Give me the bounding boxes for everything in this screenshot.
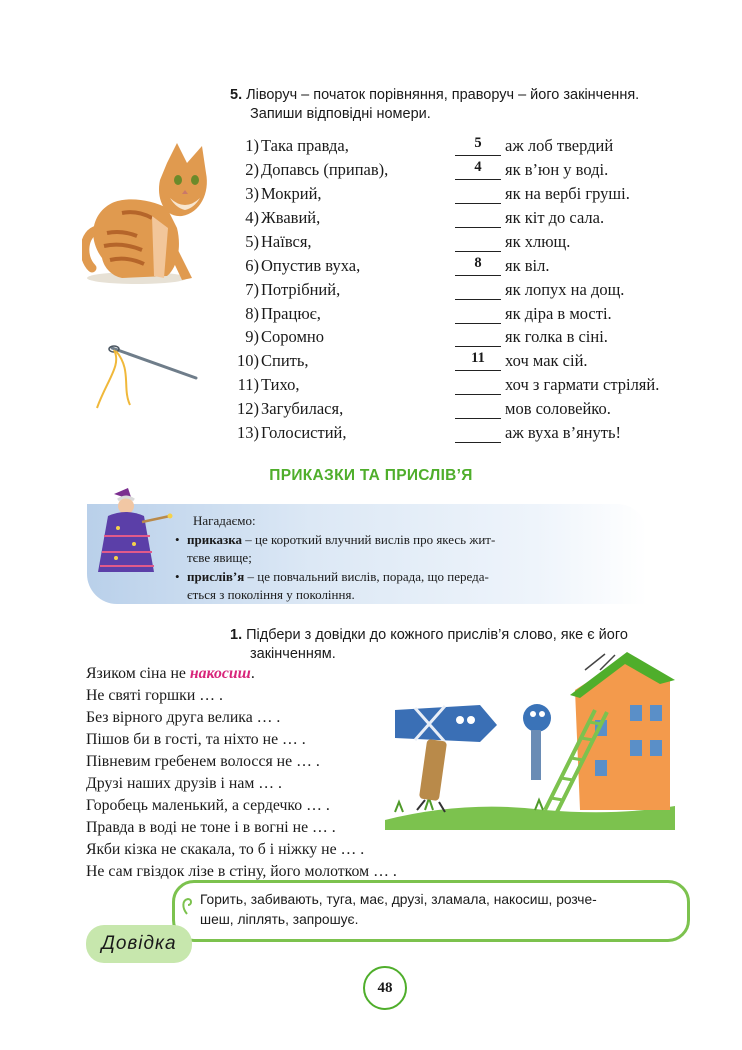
hammer-nail-house-illustration [385, 650, 675, 830]
comparison-start: Мокрий, [261, 184, 322, 203]
matching-row [237, 278, 677, 301]
matching-row [237, 230, 677, 253]
hint-text [200, 890, 670, 930]
answer-blank[interactable] [455, 206, 501, 228]
comparison-start: Потрібний, [261, 280, 341, 299]
swirl-icon [180, 896, 194, 916]
comparison-end: як кіт до сала. [505, 208, 605, 227]
bullet: • [175, 568, 180, 584]
task5-text-line1: Ліворуч – початок порівняння, праворуч – його закінчення. [246, 87, 640, 103]
bullet: • [175, 531, 180, 547]
proverb-text: Язиком сіна не [86, 665, 190, 682]
row-number: 6) [245, 256, 259, 275]
answer-blank[interactable]: 5 [455, 134, 501, 156]
answer-blank[interactable] [455, 182, 501, 204]
comparison-end: аж лоб твердий [505, 136, 614, 155]
page-number: 48 [363, 966, 407, 1010]
row-number: 4) [245, 208, 259, 227]
proverb-6: Друзі наших друзів і нам … . [86, 775, 282, 792]
comparison-end: як на вербі груші. [505, 184, 630, 203]
hint-label: Довідка [86, 925, 192, 963]
task5-number: 5. [230, 87, 243, 103]
proverb-8: Правда в воді не тоне і в вогні не … . [86, 819, 336, 836]
proverb-9: Якби кізка не скакала, то б і ніжку не … . [86, 841, 365, 858]
matching-row [237, 373, 677, 396]
matching-row [237, 206, 677, 229]
matching-row [237, 182, 677, 205]
proverb-end: . [250, 665, 255, 682]
row-number: 11) [237, 375, 259, 394]
comparison-start: Наївся, [261, 232, 312, 251]
reminder-text [175, 512, 585, 605]
comparison-end: як в’юн у воді. [505, 160, 609, 179]
proverb-10: Не сам гвіздок лізе в стіну, його молотком … . [86, 863, 397, 880]
row-number: 12) [237, 399, 259, 418]
answer-blank[interactable] [455, 373, 501, 395]
def1-line2: тєве явище; [187, 550, 252, 566]
def2-line2: ється з покоління у покоління. [187, 587, 355, 603]
comparison-end: як діра в мості. [505, 304, 612, 323]
proverb-1 [86, 663, 255, 685]
row-number: 3) [245, 184, 259, 203]
comparison-start: Тихо, [261, 375, 300, 394]
reminder-item-2 [175, 568, 585, 605]
reminder-item-1 [175, 531, 585, 568]
comparison-end: аж вуха в’януть! [505, 423, 621, 442]
proverb-5: Півневим гребенем волосся не … . [86, 753, 320, 770]
comparison-end: хоч з гармати стріляй. [505, 375, 660, 394]
task1-text-line2: закінченням. [250, 646, 336, 662]
term-pryslivia: прислів’я [187, 568, 245, 584]
row-number: 10) [237, 351, 259, 370]
answer-blank[interactable] [455, 230, 501, 252]
matching-row [237, 421, 677, 444]
comparison-end: як голка в сіні. [505, 327, 608, 346]
row-number: 7) [245, 280, 259, 299]
matching-row [237, 134, 677, 157]
comparison-start: Голосистий, [261, 423, 347, 442]
row-number: 1) [245, 136, 259, 155]
needle-thread-illustration [92, 340, 202, 410]
row-number: 8) [245, 304, 259, 323]
def1-line1: – це короткий влучний вислів про якесь жит- [242, 531, 496, 547]
cat-illustration [82, 138, 217, 288]
proverb-3: Без вірного друга велика … . [86, 709, 281, 726]
proverb-7: Горобець маленький, а сердечко … . [86, 797, 330, 814]
comparison-start: Соромно [261, 327, 324, 346]
comparison-start: Така правда, [261, 136, 349, 155]
hint-line1: Горить, забивають, туга, має, друзі, зламала, накосиш, розче- [200, 892, 597, 907]
answer-blank[interactable] [455, 397, 501, 419]
proverb-4: Пішов би в гості, та ніхто не … . [86, 731, 306, 748]
comparison-end: мов соловейко. [505, 399, 611, 418]
answer-blank[interactable]: 11 [455, 349, 501, 371]
matching-row [237, 397, 677, 420]
answer-blank[interactable] [455, 302, 501, 324]
proverb-2: Не святі горшки … . [86, 687, 223, 704]
hint-line2: шеш, ліплять, запрошує. [200, 912, 359, 927]
matching-row [237, 254, 677, 277]
matching-row [237, 158, 677, 181]
comparison-start: Опустив вуха, [261, 256, 361, 275]
row-number: 13) [237, 423, 259, 442]
answer-blank[interactable] [455, 278, 501, 300]
task5-instruction [230, 86, 700, 124]
def2-line1: – це повчальний вислів, порада, що переда- [244, 568, 489, 584]
reminder-heading: Нагадаємо: [193, 513, 256, 528]
comparison-end: як хлющ. [505, 232, 571, 251]
comparison-end: як лопух на дощ. [505, 280, 625, 299]
comparison-start: Спить, [261, 351, 309, 370]
answer-blank[interactable]: 8 [455, 254, 501, 276]
task5-text-line2: Запиши відповідні номери. [250, 106, 431, 122]
comparison-start: Загубилася, [261, 399, 344, 418]
comparison-start: Допавсь (припав), [261, 160, 389, 179]
comparison-end: як віл. [505, 256, 550, 275]
matching-row [237, 302, 677, 325]
task1-text-line1: Підбери з довідки до кожного прислів’я слово, яке є його [246, 627, 628, 643]
matching-row [237, 325, 677, 348]
answer-blank[interactable]: 4 [455, 158, 501, 180]
row-number: 5) [245, 232, 259, 251]
comparison-end: хоч мак сій. [505, 351, 588, 370]
row-number: 2) [245, 160, 259, 179]
wizard-illustration [88, 486, 174, 576]
answer-blank[interactable] [455, 421, 501, 443]
matching-row [237, 349, 677, 372]
comparison-start: Працює, [261, 304, 321, 323]
example-answer: накосиш [189, 665, 251, 682]
term-prykazka: приказка [187, 531, 243, 547]
section-title: ПРИКАЗКИ ТА ПРИСЛІВ’Я [269, 467, 473, 484]
task1-number: 1. [230, 627, 243, 643]
comparison-start: Жвавий, [261, 208, 321, 227]
answer-blank[interactable] [455, 325, 501, 347]
row-number: 9) [245, 327, 259, 346]
